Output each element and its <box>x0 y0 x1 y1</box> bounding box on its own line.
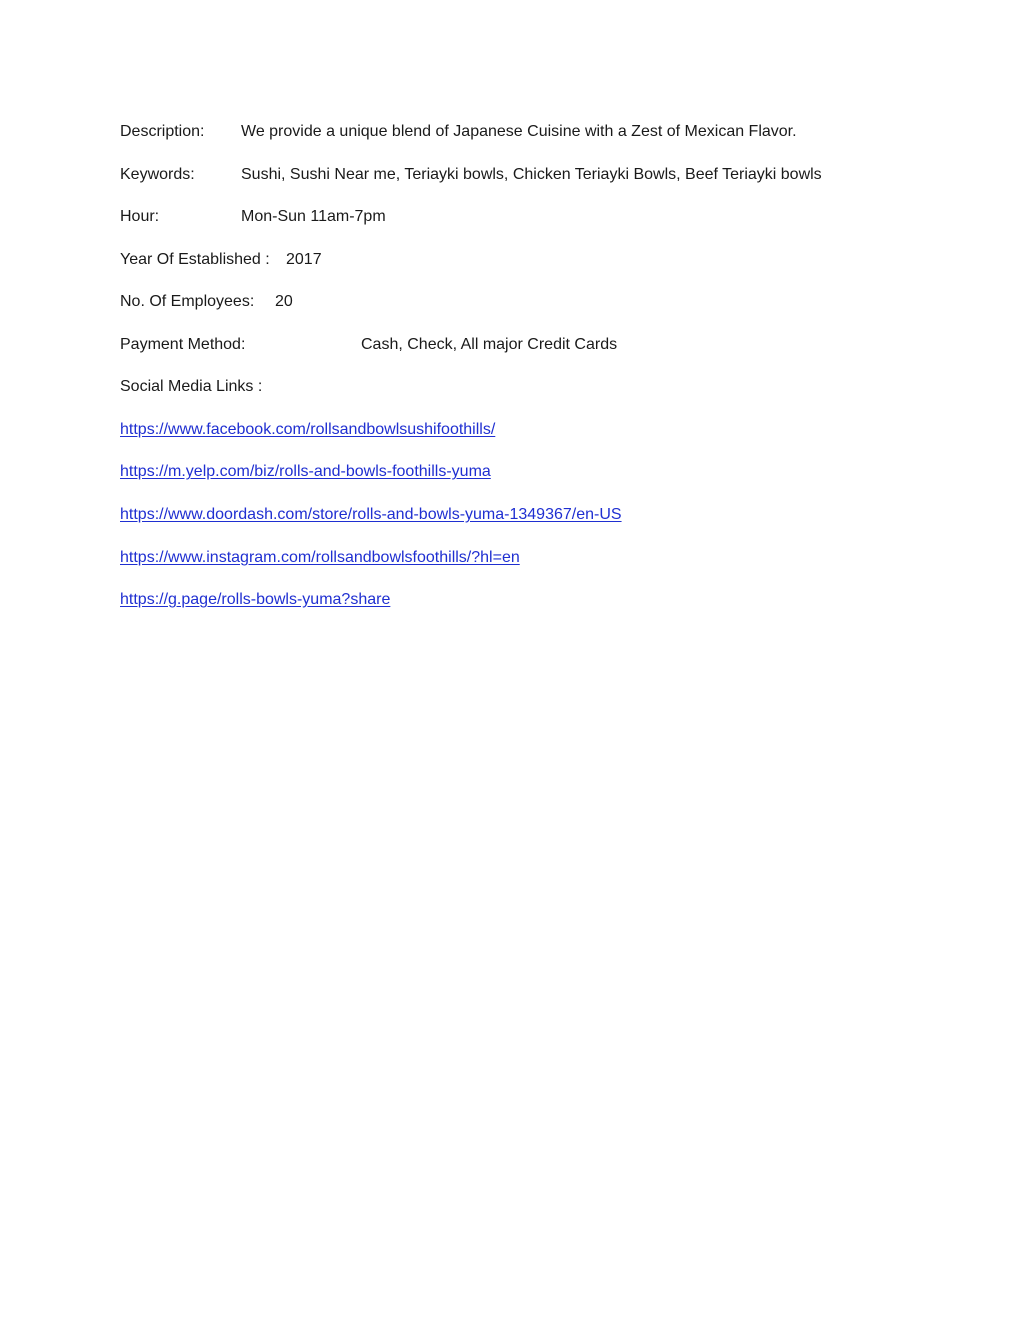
instagram-link[interactable]: https://www.instagram.com/rollsandbowlsfoothills/?hl=en <box>120 549 520 566</box>
doordash-link[interactable]: https://www.doordash.com/store/rolls-and-bowls-yuma-1349367/en-US <box>120 506 622 523</box>
description-label: Description: <box>120 123 205 140</box>
description-value: We provide a unique blend of Japanese Cuisine with a Zest of Mexican Flavor. <box>241 123 797 140</box>
employees-label: No. Of Employees: <box>120 293 255 310</box>
yelp-link-row <box>120 462 491 482</box>
employees-value: 20 <box>275 293 293 310</box>
instagram-link-row <box>120 548 520 568</box>
google-page-link-row <box>120 590 390 610</box>
google-page-link[interactable]: https://g.page/rolls-bowls-yuma?share <box>120 591 391 608</box>
year-established-value: 2017 <box>286 251 322 268</box>
year-established-label: Year Of Established : <box>120 251 270 268</box>
yelp-link[interactable]: https://m.yelp.com/biz/rolls-and-bowls-foothills-yuma <box>120 463 491 480</box>
payment-method-value: Cash, Check, All major Credit Cards <box>361 336 618 353</box>
keywords-label: Keywords: <box>120 166 195 183</box>
facebook-link-row <box>120 420 495 440</box>
payment-method-label: Payment Method: <box>120 336 246 353</box>
doordash-link-row <box>120 505 622 525</box>
social-media-label: Social Media Links : <box>120 378 263 395</box>
hour-value: Mon-Sun 11am-7pm <box>241 208 386 225</box>
facebook-link[interactable]: https://www.facebook.com/rollsandbowlsushifoothills/ <box>120 421 496 438</box>
hour-label: Hour: <box>120 208 160 225</box>
keywords-value: Sushi, Sushi Near me, Teriayki bowls, Chicken Teriayki Bowls, Beef Teriayki bowls <box>241 166 822 183</box>
